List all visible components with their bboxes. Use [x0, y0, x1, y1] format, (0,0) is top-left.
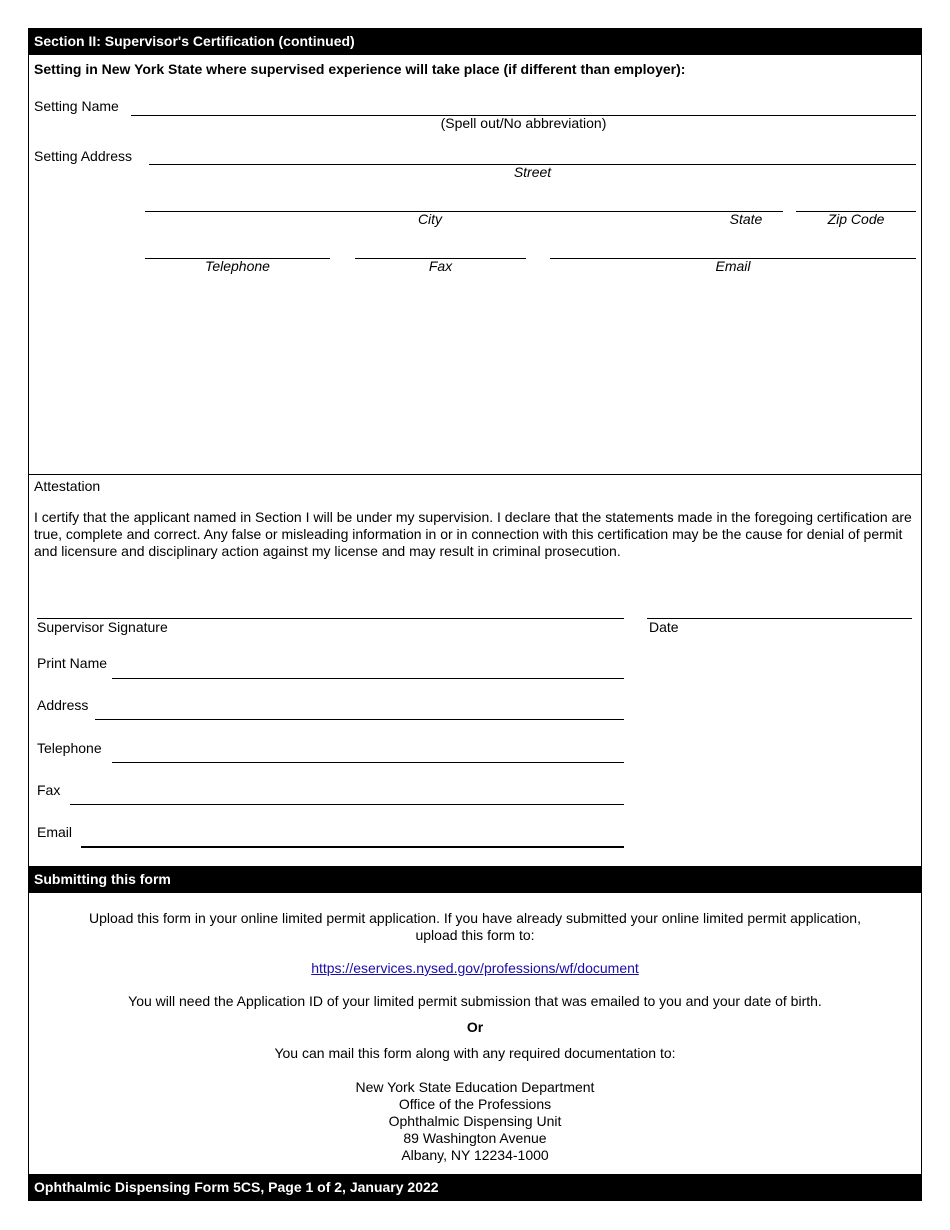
footer-bar: Ophthalmic Dispensing Form 5CS, Page 1 of 2, January 2022: [28, 1174, 922, 1201]
address-line: 89 Washington Avenue: [403, 1130, 547, 1146]
setting-heading: Setting in New York State where supervised experience will take place (if different than employer):: [34, 61, 686, 77]
application-id-text: You will need the Application ID of your limited permit submission that was emailed to you and your date of birth.: [128, 993, 822, 1009]
attestation-text: I certify that the applicant named in Section I will be under my supervision. I declare that the statements made in the foregoing certification are true, complete and correct. Any false or misleading information in or in connection with this certification may be the cause for denial of permit and licensure and disciplinary action against my license and may result in criminal prosecution.: [34, 509, 912, 559]
address-line: New York State Education Department: [355, 1079, 595, 1095]
street-label: Street: [513, 164, 552, 180]
telephone-field[interactable]: [112, 762, 624, 763]
address-field[interactable]: [95, 719, 624, 720]
zip-label: Zip Code: [827, 211, 885, 227]
address-label: Address: [37, 697, 89, 713]
fax-label: Fax: [37, 782, 61, 798]
telephone-label: Telephone: [37, 740, 102, 756]
address-line: Albany, NY 12234-1000: [401, 1147, 549, 1163]
setting-fax-label: Fax: [428, 258, 453, 274]
mail-instructions: You can mail this form along with any required documentation to:: [274, 1045, 676, 1061]
city-label: City: [417, 211, 443, 227]
print-name-field[interactable]: [112, 678, 624, 679]
fax-field[interactable]: [70, 804, 624, 805]
print-name-label: Print Name: [37, 655, 108, 671]
section-divider: [28, 474, 922, 475]
spell-out-note: (Spell out/No abbreviation): [440, 115, 607, 131]
section-header: Section II: Supervisor's Certification (continued): [28, 28, 922, 55]
upload-instructions: Upload this form in your online limited permit application. If you have already submitted your online limited permit application, upload this form to:: [89, 910, 861, 943]
setting-email-label: Email: [715, 258, 751, 274]
setting-address-label: Setting Address: [34, 148, 133, 164]
address-line: Ophthalmic Dispensing Unit: [388, 1113, 562, 1129]
email-field[interactable]: [81, 846, 624, 848]
submitting-header: Submitting this form: [28, 866, 922, 893]
attestation-title: Attestation: [34, 478, 101, 494]
mailing-address: [28, 1079, 922, 1164]
upload-link[interactable]: https://eservices.nysed.gov/professions/wf/document: [311, 960, 639, 976]
setting-name-label: Setting Name: [34, 98, 119, 114]
email-label: Email: [37, 824, 73, 840]
or-text: Or: [466, 1019, 484, 1035]
address-line: Office of the Professions: [398, 1096, 552, 1112]
date-field[interactable]: [647, 618, 912, 619]
signature-label: Supervisor Signature: [37, 619, 168, 635]
state-label: State: [729, 211, 763, 227]
setting-telephone-label: Telephone: [205, 258, 270, 274]
date-label: Date: [649, 619, 679, 635]
